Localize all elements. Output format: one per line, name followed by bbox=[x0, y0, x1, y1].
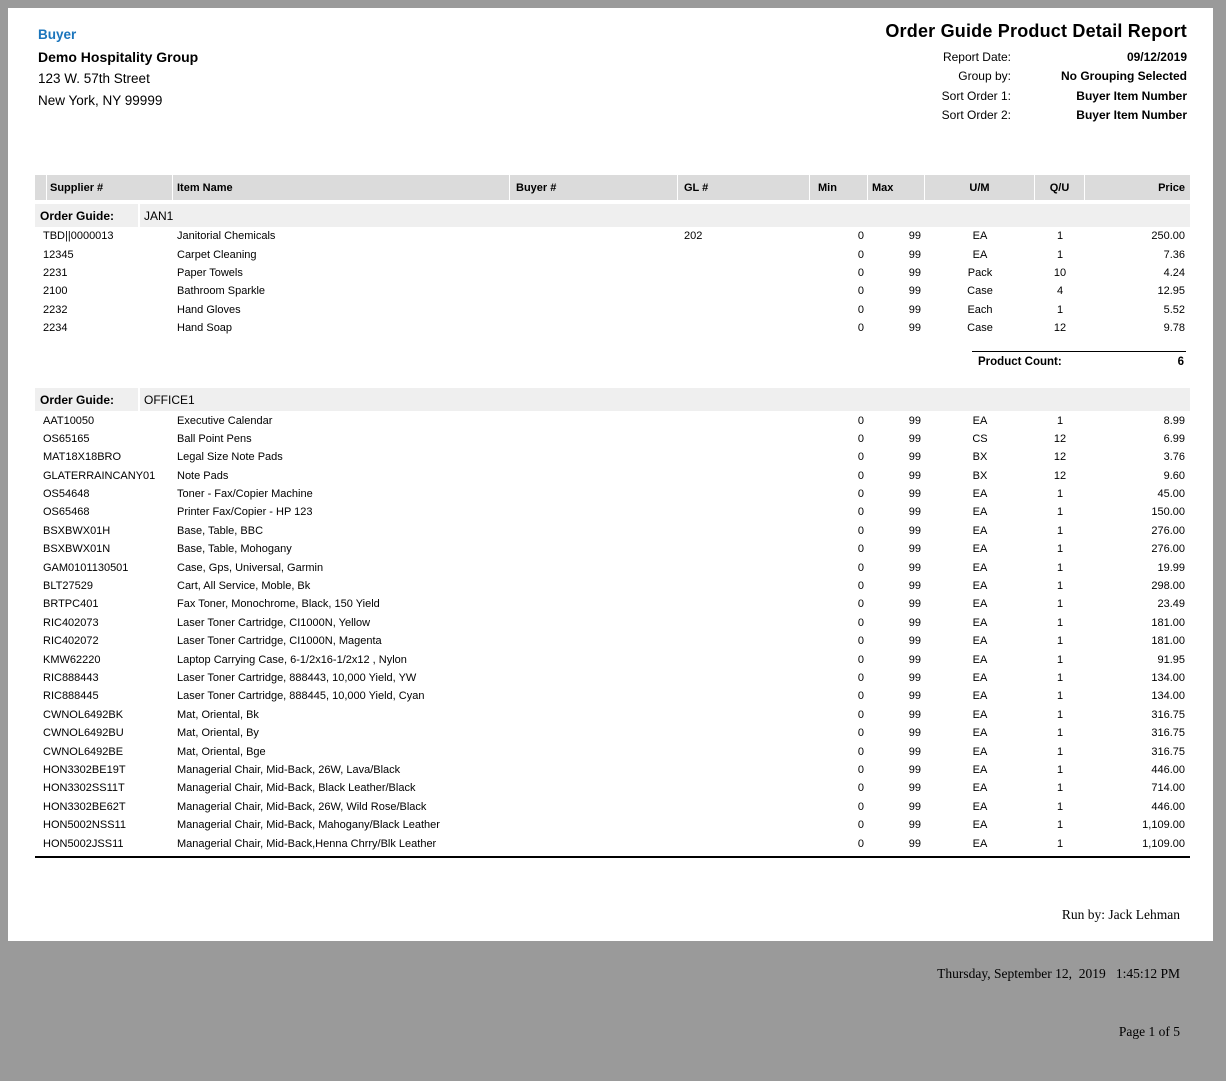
cell-max: 99 bbox=[908, 708, 921, 721]
cell-price: 9.78 bbox=[1163, 322, 1185, 335]
cell-item-name: Mat, Oriental, By bbox=[177, 727, 259, 740]
cell-min: 0 bbox=[857, 414, 864, 427]
meta-label-sort-order-1: Sort Order 1: bbox=[941, 88, 1011, 103]
cell-supplier: TBD||0000013 bbox=[43, 230, 114, 243]
cell-price: 45.00 bbox=[1157, 488, 1185, 501]
cell-max: 99 bbox=[908, 266, 921, 279]
cell-item-name: Managerial Chair, Mid-Back,Henna Chrry/Blk Leather bbox=[177, 837, 437, 850]
cell-qu: 1 bbox=[1056, 819, 1064, 832]
cell-um: EA bbox=[972, 800, 988, 813]
meta-row-sort-order-1 bbox=[807, 89, 1187, 108]
product-count-label: Product Count: bbox=[978, 356, 1062, 369]
table-row bbox=[35, 669, 1190, 687]
cell-max: 99 bbox=[908, 322, 921, 335]
cell-max: 99 bbox=[908, 451, 921, 464]
cell-qu: 1 bbox=[1056, 800, 1064, 813]
cell-qu: 1 bbox=[1056, 672, 1064, 684]
table-row bbox=[35, 779, 1190, 797]
cell-um: EA bbox=[972, 690, 988, 703]
cell-item-name: Managerial Chair, Mid-Back, Mahogany/Black Leather bbox=[177, 819, 440, 832]
cell-price: 3.76 bbox=[1163, 451, 1185, 464]
cell-max: 99 bbox=[908, 837, 921, 850]
cell-item-name: Fax Toner, Monochrome, Black, 150 Yield bbox=[177, 598, 380, 611]
cell-min: 0 bbox=[857, 690, 864, 703]
cell-qu: 10 bbox=[1053, 266, 1067, 279]
cell-item-name: Managerial Chair, Mid-Back, Black Leather/Black bbox=[177, 782, 416, 795]
col-header-qu: Q/U bbox=[1035, 175, 1085, 200]
cell-item-name: Janitorial Chemicals bbox=[177, 230, 276, 243]
cell-max: 99 bbox=[908, 432, 921, 445]
cell-min: 0 bbox=[857, 837, 864, 850]
cell-max: 99 bbox=[908, 414, 921, 427]
table-row bbox=[35, 632, 1190, 650]
product-count bbox=[972, 351, 1186, 368]
cell-min: 0 bbox=[857, 322, 864, 335]
cell-um: EA bbox=[972, 745, 988, 758]
cell-supplier: RIC402072 bbox=[43, 635, 99, 648]
cell-qu: 1 bbox=[1056, 414, 1064, 427]
cell-qu: 1 bbox=[1056, 248, 1064, 261]
cell-price: 276.00 bbox=[1151, 543, 1185, 556]
order-guide-name: OFFICE1 bbox=[144, 392, 195, 407]
cell-qu: 1 bbox=[1056, 782, 1064, 795]
header-spacer bbox=[35, 175, 47, 200]
cell-item-name: Base, Table, BBC bbox=[177, 524, 264, 537]
cell-um: EA bbox=[972, 524, 988, 537]
cell-price: 446.00 bbox=[1151, 763, 1185, 776]
cell-max: 99 bbox=[908, 635, 921, 648]
table-row bbox=[35, 595, 1190, 613]
cell-min: 0 bbox=[857, 635, 864, 648]
cell-um: EA bbox=[972, 414, 988, 427]
cell-supplier: OS54648 bbox=[43, 488, 90, 501]
cell-max: 99 bbox=[908, 819, 921, 832]
cell-supplier: OS65165 bbox=[43, 432, 90, 445]
cell-qu: 12 bbox=[1053, 451, 1067, 464]
footer bbox=[937, 866, 1180, 1081]
table-row bbox=[35, 706, 1190, 724]
cell-min: 0 bbox=[857, 672, 864, 684]
buyer-label: Buyer bbox=[38, 27, 77, 42]
cell-qu: 1 bbox=[1056, 561, 1064, 574]
table-row bbox=[35, 319, 1190, 337]
cell-qu: 1 bbox=[1056, 837, 1064, 850]
cell-item-name: Base, Table, Mohogany bbox=[177, 543, 292, 556]
order-guide-name: JAN1 bbox=[144, 208, 174, 223]
cell-supplier: BRTPC401 bbox=[43, 598, 99, 611]
cell-item-name: Note Pads bbox=[177, 469, 229, 482]
cell-min: 0 bbox=[857, 266, 864, 279]
cell-supplier: HON5002JSS11 bbox=[43, 837, 124, 850]
cell-price: 134.00 bbox=[1151, 672, 1185, 684]
cell-price: 316.75 bbox=[1151, 745, 1185, 758]
cell-min: 0 bbox=[857, 598, 864, 611]
cell-item-name: Mat, Oriental, Bk bbox=[177, 708, 259, 721]
cell-min: 0 bbox=[857, 745, 864, 758]
page-number: Page 1 of 5 bbox=[1118, 1024, 1180, 1039]
cell-price: 298.00 bbox=[1151, 580, 1185, 593]
cell-min: 0 bbox=[857, 708, 864, 721]
cell-um: EA bbox=[972, 598, 988, 611]
cell-item-name: Paper Towels bbox=[177, 266, 243, 279]
cell-supplier: CWNOL6492BU bbox=[43, 727, 124, 740]
cell-price: 9.60 bbox=[1163, 469, 1185, 482]
table-row bbox=[35, 301, 1190, 319]
order-guide-band bbox=[35, 204, 1190, 227]
table-row bbox=[35, 522, 1190, 540]
cell-max: 99 bbox=[908, 248, 921, 261]
cell-supplier: HON3302SS11T bbox=[43, 782, 125, 795]
cell-max: 99 bbox=[908, 580, 921, 593]
cell-min: 0 bbox=[857, 782, 864, 795]
cell-um: EA bbox=[972, 561, 988, 574]
company-name: Demo Hospitality Group bbox=[38, 49, 199, 65]
table-row bbox=[35, 448, 1190, 466]
cell-price: 250.00 bbox=[1151, 230, 1185, 243]
table-row bbox=[35, 558, 1190, 576]
meta-value-report-date: 09/12/2019 bbox=[1126, 50, 1187, 64]
table-row bbox=[35, 724, 1190, 742]
report-title: Order Guide Product Detail Report bbox=[885, 21, 1187, 41]
cell-um: EA bbox=[972, 819, 988, 832]
cell-qu: 1 bbox=[1056, 524, 1064, 537]
cell-um: EA bbox=[972, 580, 988, 593]
cell-supplier: BSXBWX01H bbox=[43, 524, 111, 537]
cell-item-name: Executive Calendar bbox=[177, 414, 273, 427]
cell-min: 0 bbox=[857, 303, 864, 316]
cell-um: EA bbox=[972, 543, 988, 556]
cell-qu: 1 bbox=[1056, 488, 1064, 501]
col-header-buyer: Buyer # bbox=[510, 175, 678, 200]
cell-item-name: Laser Toner Cartridge, CI1000N, Magenta bbox=[177, 635, 382, 648]
cell-price: 19.99 bbox=[1157, 561, 1185, 574]
table-bottom-rule bbox=[35, 856, 1190, 858]
cell-item-name: Laser Toner Cartridge, 888445, 10,000 Yield, Cyan bbox=[177, 690, 425, 703]
cell-max: 99 bbox=[908, 303, 921, 316]
cell-qu: 1 bbox=[1056, 598, 1064, 611]
cell-min: 0 bbox=[857, 469, 864, 482]
cell-um: EA bbox=[972, 672, 988, 684]
cell-price: 12.95 bbox=[1157, 285, 1185, 298]
table-row bbox=[35, 614, 1190, 632]
cell-item-name: Mat, Oriental, Bge bbox=[177, 745, 266, 758]
meta-value-group-by: No Grouping Selected bbox=[1060, 69, 1187, 84]
cell-max: 99 bbox=[908, 690, 921, 703]
cell-qu: 4 bbox=[1056, 285, 1064, 298]
cell-price: 5.52 bbox=[1163, 303, 1185, 316]
meta-row-sort-order-2 bbox=[807, 108, 1187, 127]
cell-min: 0 bbox=[857, 451, 864, 464]
cell-price: 4.24 bbox=[1163, 266, 1185, 279]
cell-um: EA bbox=[972, 488, 988, 501]
order-guide-label: Order Guide: bbox=[35, 204, 140, 227]
cell-min: 0 bbox=[857, 819, 864, 832]
cell-qu: 1 bbox=[1056, 616, 1064, 629]
cell-supplier: RIC888443 bbox=[43, 672, 99, 684]
table-row bbox=[35, 467, 1190, 485]
cell-max: 99 bbox=[908, 727, 921, 740]
cell-price: 316.75 bbox=[1151, 708, 1185, 721]
cell-max: 99 bbox=[908, 543, 921, 556]
cell-min: 0 bbox=[857, 616, 864, 629]
table-header bbox=[35, 175, 1190, 200]
cell-max: 99 bbox=[908, 653, 921, 666]
cell-supplier: RIC402073 bbox=[43, 616, 99, 629]
cell-qu: 1 bbox=[1056, 635, 1064, 648]
cell-qu: 1 bbox=[1056, 230, 1064, 243]
table-row bbox=[35, 816, 1190, 834]
meta-value-sort-order-2: Buyer Item Number bbox=[1076, 108, 1187, 123]
cell-item-name: Hand Gloves bbox=[177, 303, 241, 316]
meta-label-report-date: Report Date: bbox=[942, 50, 1011, 64]
table-row bbox=[35, 485, 1190, 503]
cell-um: EA bbox=[972, 248, 988, 261]
col-header-min: Min bbox=[810, 175, 868, 200]
cell-min: 0 bbox=[857, 248, 864, 261]
cell-min: 0 bbox=[857, 285, 864, 298]
cell-max: 99 bbox=[908, 616, 921, 629]
cell-min: 0 bbox=[857, 488, 864, 501]
cell-um: Each bbox=[967, 303, 993, 316]
cell-supplier: HON3302BE19T bbox=[43, 763, 126, 776]
address-line-1: 123 W. 57th Street bbox=[38, 71, 150, 86]
cell-supplier: AAT10050 bbox=[43, 414, 95, 427]
cell-qu: 1 bbox=[1056, 580, 1064, 593]
cell-item-name: Toner - Fax/Copier Machine bbox=[177, 488, 313, 501]
cell-min: 0 bbox=[857, 763, 864, 776]
cell-item-name: Laptop Carrying Case, 6-1/2x16-1/2x12 , Nylon bbox=[177, 653, 407, 666]
cell-item-name: Carpet Cleaning bbox=[177, 248, 257, 261]
table-row bbox=[35, 245, 1190, 263]
cell-price: 8.99 bbox=[1163, 414, 1185, 427]
table-row bbox=[35, 761, 1190, 779]
cell-qu: 1 bbox=[1056, 745, 1064, 758]
cell-supplier: 2234 bbox=[43, 322, 68, 335]
meta-label-group-by: Group by: bbox=[958, 69, 1011, 84]
col-header-supplier: Supplier # bbox=[47, 175, 173, 200]
cell-min: 0 bbox=[857, 727, 864, 740]
table-row bbox=[35, 430, 1190, 448]
cell-item-name: Printer Fax/Copier - HP 123 bbox=[177, 506, 313, 519]
cell-min: 0 bbox=[857, 800, 864, 813]
cell-qu: 1 bbox=[1056, 763, 1064, 776]
cell-min: 0 bbox=[857, 580, 864, 593]
table-row bbox=[35, 282, 1190, 300]
cell-qu: 12 bbox=[1053, 322, 1067, 335]
cell-max: 99 bbox=[908, 561, 921, 574]
cell-qu: 12 bbox=[1053, 469, 1067, 482]
cell-max: 99 bbox=[908, 598, 921, 611]
cell-um: EA bbox=[972, 708, 988, 721]
cell-price: 134.00 bbox=[1151, 690, 1185, 703]
cell-supplier: 2231 bbox=[43, 266, 68, 279]
cell-um: EA bbox=[972, 782, 988, 795]
table-row bbox=[35, 540, 1190, 558]
cell-price: 6.99 bbox=[1163, 432, 1185, 445]
col-header-price: Price bbox=[1158, 181, 1185, 194]
cell-um: EA bbox=[972, 635, 988, 648]
cell-supplier: CWNOL6492BE bbox=[43, 745, 124, 758]
cell-supplier: BLT27529 bbox=[43, 580, 93, 593]
cell-item-name: Legal Size Note Pads bbox=[177, 451, 283, 464]
table-row bbox=[35, 798, 1190, 816]
cell-min: 0 bbox=[857, 432, 864, 445]
cell-um: Case bbox=[967, 285, 993, 298]
cell-max: 99 bbox=[908, 285, 921, 298]
report-meta bbox=[807, 50, 1187, 128]
cell-max: 99 bbox=[908, 800, 921, 813]
cell-supplier: HON5002NSS11 bbox=[43, 819, 126, 832]
table-row bbox=[35, 687, 1190, 705]
table-row bbox=[35, 411, 1190, 429]
cell-supplier: CWNOL6492BK bbox=[43, 708, 124, 721]
cell-item-name: Laser Toner Cartridge, CI1000N, Yellow bbox=[177, 616, 371, 629]
cell-price: 714.00 bbox=[1151, 782, 1185, 795]
table-row bbox=[35, 834, 1190, 852]
cell-um: BX bbox=[972, 469, 988, 482]
cell-um: EA bbox=[972, 727, 988, 740]
run-datetime: Thursday, September 12, 2019 1:45:12 PM bbox=[937, 965, 1180, 981]
order-guide-band bbox=[35, 388, 1190, 411]
cell-min: 0 bbox=[857, 543, 864, 556]
cell-item-name: Case, Gps, Universal, Garmin bbox=[177, 561, 324, 574]
cell-um: BX bbox=[972, 451, 988, 464]
cell-um: EA bbox=[972, 837, 988, 850]
cell-price: 23.49 bbox=[1157, 598, 1185, 611]
cell-max: 99 bbox=[908, 488, 921, 501]
cell-supplier: 2100 bbox=[43, 285, 68, 298]
cell-qu: 1 bbox=[1056, 653, 1064, 666]
report-table bbox=[35, 175, 1190, 858]
meta-row-report-date bbox=[807, 50, 1187, 69]
cell-supplier: 2232 bbox=[43, 303, 68, 316]
cell-max: 99 bbox=[908, 506, 921, 519]
cell-um: Case bbox=[967, 322, 993, 335]
meta-label-sort-order-2: Sort Order 2: bbox=[941, 108, 1011, 123]
cell-qu: 1 bbox=[1056, 506, 1064, 519]
cell-item-name: Ball Point Pens bbox=[177, 432, 252, 445]
table-row bbox=[35, 577, 1190, 595]
cell-supplier: BSXBWX01N bbox=[43, 543, 111, 556]
cell-um: EA bbox=[972, 653, 988, 666]
product-count-value: 6 bbox=[1177, 356, 1184, 369]
cell-um: EA bbox=[972, 616, 988, 629]
col-header-max: Max bbox=[868, 175, 925, 200]
cell-max: 99 bbox=[908, 745, 921, 758]
meta-row-group-by bbox=[807, 69, 1187, 88]
cell-um: EA bbox=[972, 763, 988, 776]
cell-supplier: RIC888445 bbox=[43, 690, 99, 703]
cell-qu: 1 bbox=[1056, 727, 1064, 740]
cell-min: 0 bbox=[857, 561, 864, 574]
cell-supplier: HON3302BE62T bbox=[43, 800, 126, 813]
cell-item-name: Hand Soap bbox=[177, 322, 233, 335]
table-row bbox=[35, 650, 1190, 668]
cell-item-name: Laser Toner Cartridge, 888443, 10,000 Yield, YW bbox=[177, 672, 417, 684]
cell-price: 1,109.00 bbox=[1142, 819, 1185, 832]
cell-qu: 1 bbox=[1056, 708, 1064, 721]
buyer-info-block bbox=[38, 24, 198, 112]
cell-um: EA bbox=[972, 230, 988, 243]
cell-min: 0 bbox=[857, 524, 864, 537]
cell-qu: 12 bbox=[1053, 432, 1067, 445]
cell-supplier: GLATERRAINCANY01 bbox=[43, 469, 156, 482]
table-row bbox=[35, 742, 1190, 760]
col-header-item-name: Item Name bbox=[173, 175, 510, 200]
cell-supplier: OS65468 bbox=[43, 506, 90, 519]
cell-max: 99 bbox=[908, 672, 921, 684]
meta-value-sort-order-1: Buyer Item Number bbox=[1076, 88, 1187, 103]
run-by: Run by: Jack Lehman bbox=[1061, 907, 1180, 922]
cell-min: 0 bbox=[857, 230, 864, 243]
cell-price: 7.36 bbox=[1163, 248, 1185, 261]
col-header-um: U/M bbox=[925, 175, 1035, 200]
table-row bbox=[35, 227, 1190, 245]
cell-price: 276.00 bbox=[1151, 524, 1185, 537]
cell-max: 99 bbox=[908, 469, 921, 482]
cell-price: 150.00 bbox=[1151, 506, 1185, 519]
cell-supplier: MAT18X18BRO bbox=[43, 451, 122, 464]
cell-price: 91.95 bbox=[1157, 653, 1185, 666]
cell-max: 99 bbox=[908, 524, 921, 537]
cell-item-name: Managerial Chair, Mid-Back, 26W, Wild Rose/Black bbox=[177, 800, 427, 813]
cell-max: 99 bbox=[908, 763, 921, 776]
cell-um: EA bbox=[972, 506, 988, 519]
cell-item-name: Cart, All Service, Moble, Bk bbox=[177, 580, 311, 593]
table-row bbox=[35, 503, 1190, 521]
cell-min: 0 bbox=[857, 653, 864, 666]
address-line-2: New York, NY 99999 bbox=[38, 93, 163, 108]
table-row bbox=[35, 264, 1190, 282]
cell-gl: 202 bbox=[684, 230, 703, 243]
cell-price: 181.00 bbox=[1151, 616, 1185, 629]
order-guide-label: Order Guide: bbox=[35, 388, 140, 411]
cell-supplier: KMW62220 bbox=[43, 653, 101, 666]
cell-price: 446.00 bbox=[1151, 800, 1185, 813]
cell-supplier: 12345 bbox=[43, 248, 74, 261]
table-groups bbox=[35, 204, 1190, 853]
cell-item-name: Managerial Chair, Mid-Back, 26W, Lava/Black bbox=[177, 763, 401, 776]
cell-price: 1,109.00 bbox=[1142, 837, 1185, 850]
cell-qu: 1 bbox=[1056, 543, 1064, 556]
cell-max: 99 bbox=[908, 230, 921, 243]
cell-price: 181.00 bbox=[1151, 635, 1185, 648]
cell-min: 0 bbox=[857, 506, 864, 519]
cell-um: CS bbox=[972, 432, 988, 445]
cell-item-name: Bathroom Sparkle bbox=[177, 285, 266, 298]
cell-price: 316.75 bbox=[1151, 727, 1185, 740]
cell-qu: 1 bbox=[1056, 690, 1064, 703]
cell-supplier: GAM0101130501 bbox=[43, 561, 129, 574]
col-header-gl: GL # bbox=[678, 175, 810, 200]
cell-um: Pack bbox=[967, 266, 993, 279]
cell-qu: 1 bbox=[1056, 303, 1064, 316]
cell-max: 99 bbox=[908, 782, 921, 795]
report-page bbox=[8, 8, 1213, 1039]
